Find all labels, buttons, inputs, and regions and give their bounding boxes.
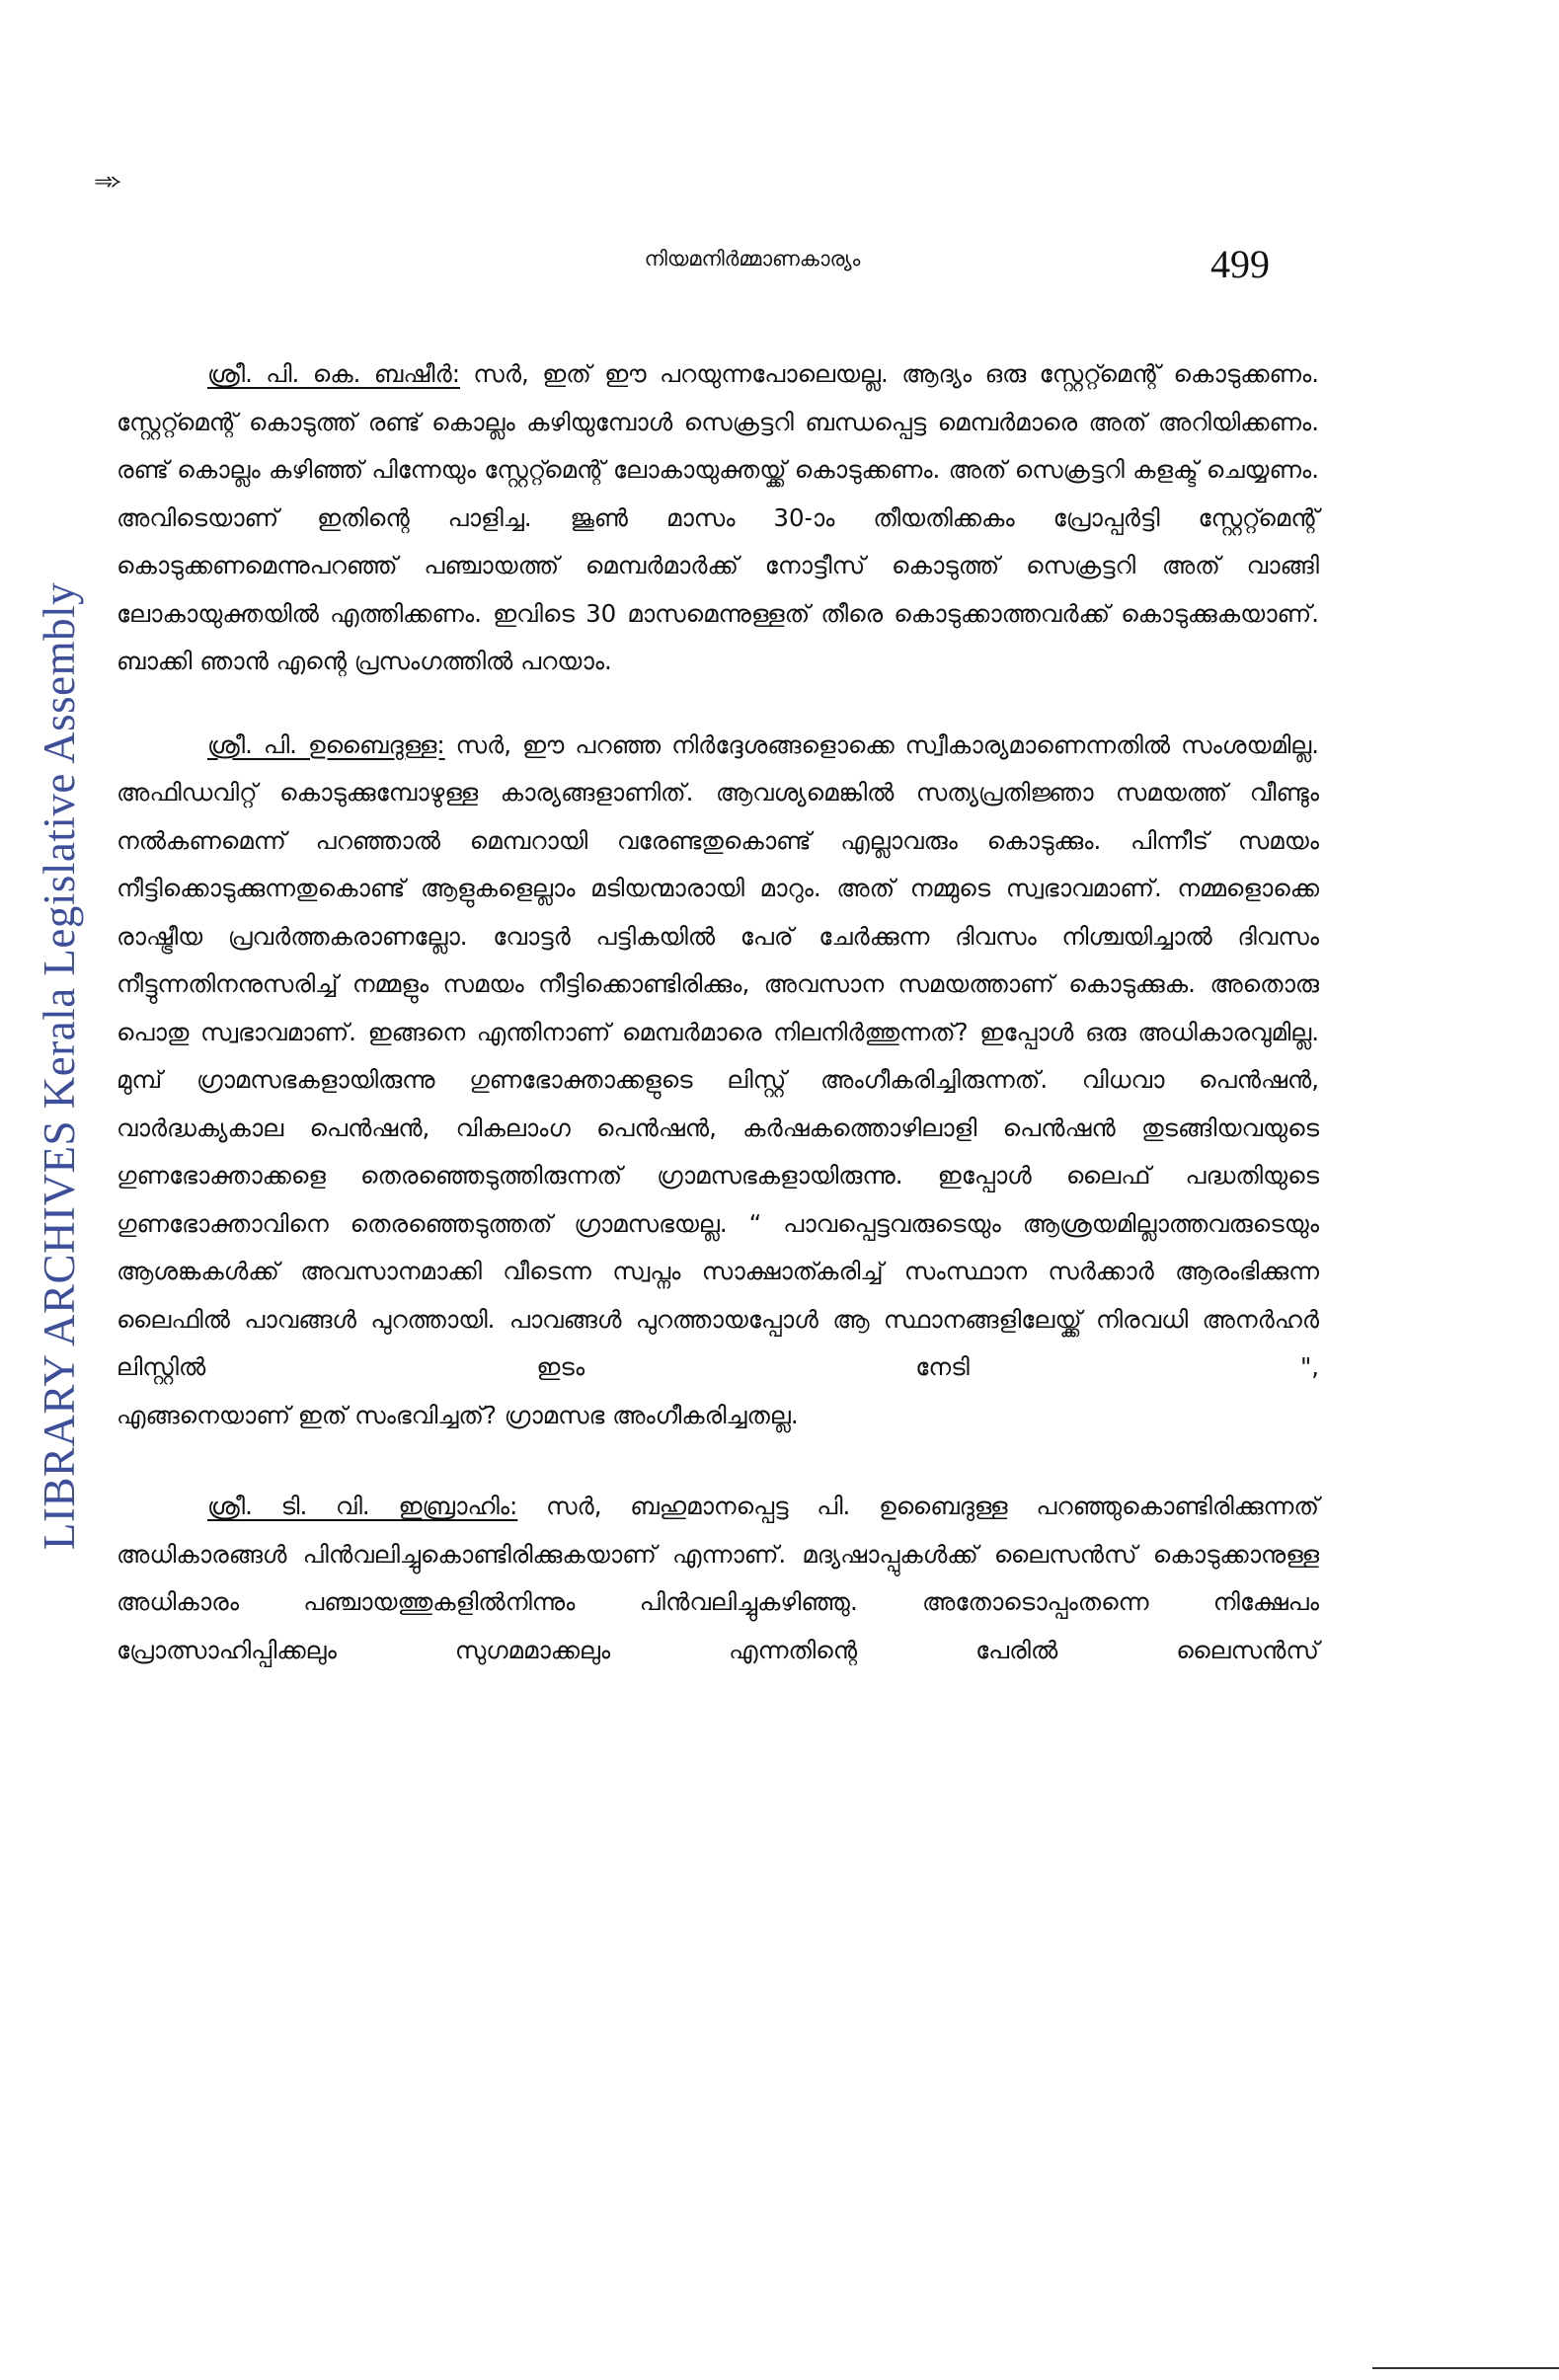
speech-text: സർ, ഈ പറഞ്ഞ നിർദ്ദേശങ്ങളൊക്കെ സ്വീകാര്യമാണെന്നതിൽ സംശയമില്ല. അഫിഡവിറ്റ് കൊടുക്കുമ്പോഴുള്ള കാര്യങ്ങളാണിത്. ആവശ്യമെങ്കിൽ സത്യപ്രതിജ്ഞാ സമയത്ത് വീണ്ടും നൽകണമെന്ന് പറഞ്ഞാൽ മെമ്പറായി വരേണ്ടതുകൊണ്ട് എല്ലാവരും കൊടുക്കും. പിന്നീട് സമയം നീട്ടിക്കൊടുക്കുന്നതുകൊണ്ട് ആളുകളെല്ലാം മടിയന്മാരായി മാറും. അത് നമ്മുടെ സ്വഭാവമാണ്. നമ്മളൊക്കെ രാഷ്ട്രീയ പ്രവർത്തകരാണല്ലോ. വോട്ടർ പട്ടികയിൽ പേര് ചേർക്കുന്ന ദിവസം നിശ്ചയിച്ചാൽ ദിവസം നീട്ടുന്നതിനനുസരിച്ച് നമ്മളും സമയം നീട്ടിക്കൊണ്ടിരിക്കും, അവസാന സമയത്താണ് കൊടുക്കുക. അതൊരു പൊതു സ്വഭാവമാണ്. ഇങ്ങനെ എന്തിനാണ് മെമ്പർമാരെ നിലനിർത്തുന്നത്? ഇപ്പോൾ ഒരു അധികാരവുമില്ല. മുമ്പ് ഗ്രാമസഭകളായിരുന്നു ഗുണഭോക്താക്കളുടെ ലിസ്റ്റ് അംഗീകരിച്ചിരുന്നത്. വിധവാ പെൻഷൻ, വാർദ്ധക്യകാല പെൻഷൻ, വികലാംഗ പെൻഷൻ, കർഷകത്തൊഴിലാളി പെൻഷൻ തുടങ്ങിയവയുടെ ഗുണഭോക്താക്കളെ തെരഞ്ഞെടുത്തിരുന്നത് ഗ്രാമസഭകളായിരുന്നു. ഇപ്പോൾ ലൈഫ് പദ്ധതിയുടെ ഗുണഭോക്താവിനെ തെരഞ്ഞെടുത്തത് ഗ്രാമസഭയല്ല. “ പാവപ്പെട്ടവരുടെയും ആശ്രയമില്ലാത്തവരുടെയും ആശങ്കകൾക്ക് അവസാനമാക്കി വീടെന്ന സ്വപ്നം സാക്ഷാത്കരിച്ച് സംസ്ഥാന സർക്കാർ ആരംഭിക്കുന്ന ലൈഫിൽ പാവങ്ങൾ പുറത്തായി. പാവങ്ങൾ പുറത്തായപ്പോൾ ആ സ്ഥാനങ്ങളിലേയ്ക്ക് നിരവധി അനർഹർ ലിസ്റ്റിൽ ഇടം നേടി ", — [117, 729, 1319, 1381]
speech-last-line: എങ്ങനെയാണ് ഇത് സംഭവിച്ചത്? ഗ്രാമസഭ അംഗീകരിച്ചതല്ല. — [117, 1400, 799, 1429]
speech-text: സർ, ഇത് ഈ പറയുന്നപോലെയല്ല. ആദ്യം ഒരു സ്റ്റേറ്റ്മെന്റ് കൊടുക്കണം. സ്റ്റേറ്റ്മെന്റ് കൊടുത്ത് രണ്ട് കൊല്ലം കഴിയുമ്പോൾ സെക്രട്ടറി ബന്ധപ്പെട്ട മെമ്പർമാരെ അത് അറിയിക്കണം. രണ്ട് കൊല്ലം കഴിഞ്ഞ് പിന്നേയും സ്റ്റേറ്റ്മെന്റ് ലോകായുക്തയ്ക്ക് കൊടുക്കണം. അത് സെക്രട്ടറി കളക്ട് ചെയ്യണം. അവിടെയാണ് ഇതിന്റെ പാളിച്ച. ജൂൺ മാസം 30-ാം തീയതിക്കകം പ്രോപ്പർട്ടി സ്റ്റേറ്റ്മെന്റ് കൊടുക്കണമെന്നുപറഞ്ഞ് പഞ്ചായത്ത് മെമ്പർമാർക്ക് നോട്ടീസ് കൊടുത്ത് സെക്രട്ടറി അത് വാങ്ങി ലോകായുക്തയിൽ എത്തിക്കണം. ഇവിടെ 30 മാസമെന്നുള്ളത് തീരെ കൊടുക്കാത്തവർക്ക് കൊടുക്കുകയാണ്. — [117, 359, 1320, 628]
speech-last-line: ബാക്കി ഞാൻ എന്റെ പ്രസംഗത്തിൽ പറയാം. — [117, 647, 612, 675]
speaker-name: ശ്രീ. പി. ഉബൈദുള്ള: — [207, 729, 445, 759]
page-number: 499 — [1210, 242, 1270, 286]
speech-text: സർ, ബഹുമാനപ്പെട്ട പി. ഉബൈദുള്ള പറഞ്ഞുകൊണ്ടിരിക്കുന്നത് അധികാരങ്ങൾ പിൻവലിച്ചുകൊണ്ടിരിക്കുകയാണ് എന്നാണ്. മദ്യഷാപ്പുകൾക്ക് ലൈസൻസ് കൊടുക്കാനുള്ള അധികാരം പഞ്ചായത്തുകളിൽനിന്നും പിൻവലിച്ചുകഴിഞ്ഞു. അതോടൊപ്പംതന്നെ നിക്ഷേപം പ്രോത്സാഹിപ്പിക്കലും സുഗമമാക്കലും എന്നതിന്റെ പേരിൽ ലൈസൻസ് — [117, 1492, 1320, 1664]
speech-paragraph-ubaidulla — [117, 722, 1319, 1440]
speaker-name: ശ്രീ. പി. കെ. ബഷീർ: — [207, 359, 460, 388]
footer-rule — [1372, 2367, 1559, 2369]
document-body — [117, 350, 1319, 1674]
margin-arrow-mark: ➾ — [93, 170, 122, 194]
running-header-title: നിയമനിർമ്മാണകാര്യം — [644, 247, 861, 270]
speech-paragraph-basheer — [117, 350, 1319, 686]
library-archives-watermark: LIBRARY ARCHIVES Kerala Legislative Assembly — [35, 581, 84, 1551]
speech-paragraph-ibrahim — [117, 1483, 1319, 1674]
speaker-name: ശ്രീ. ടി. വി. ഇബ്രാഹിം: — [207, 1492, 518, 1520]
